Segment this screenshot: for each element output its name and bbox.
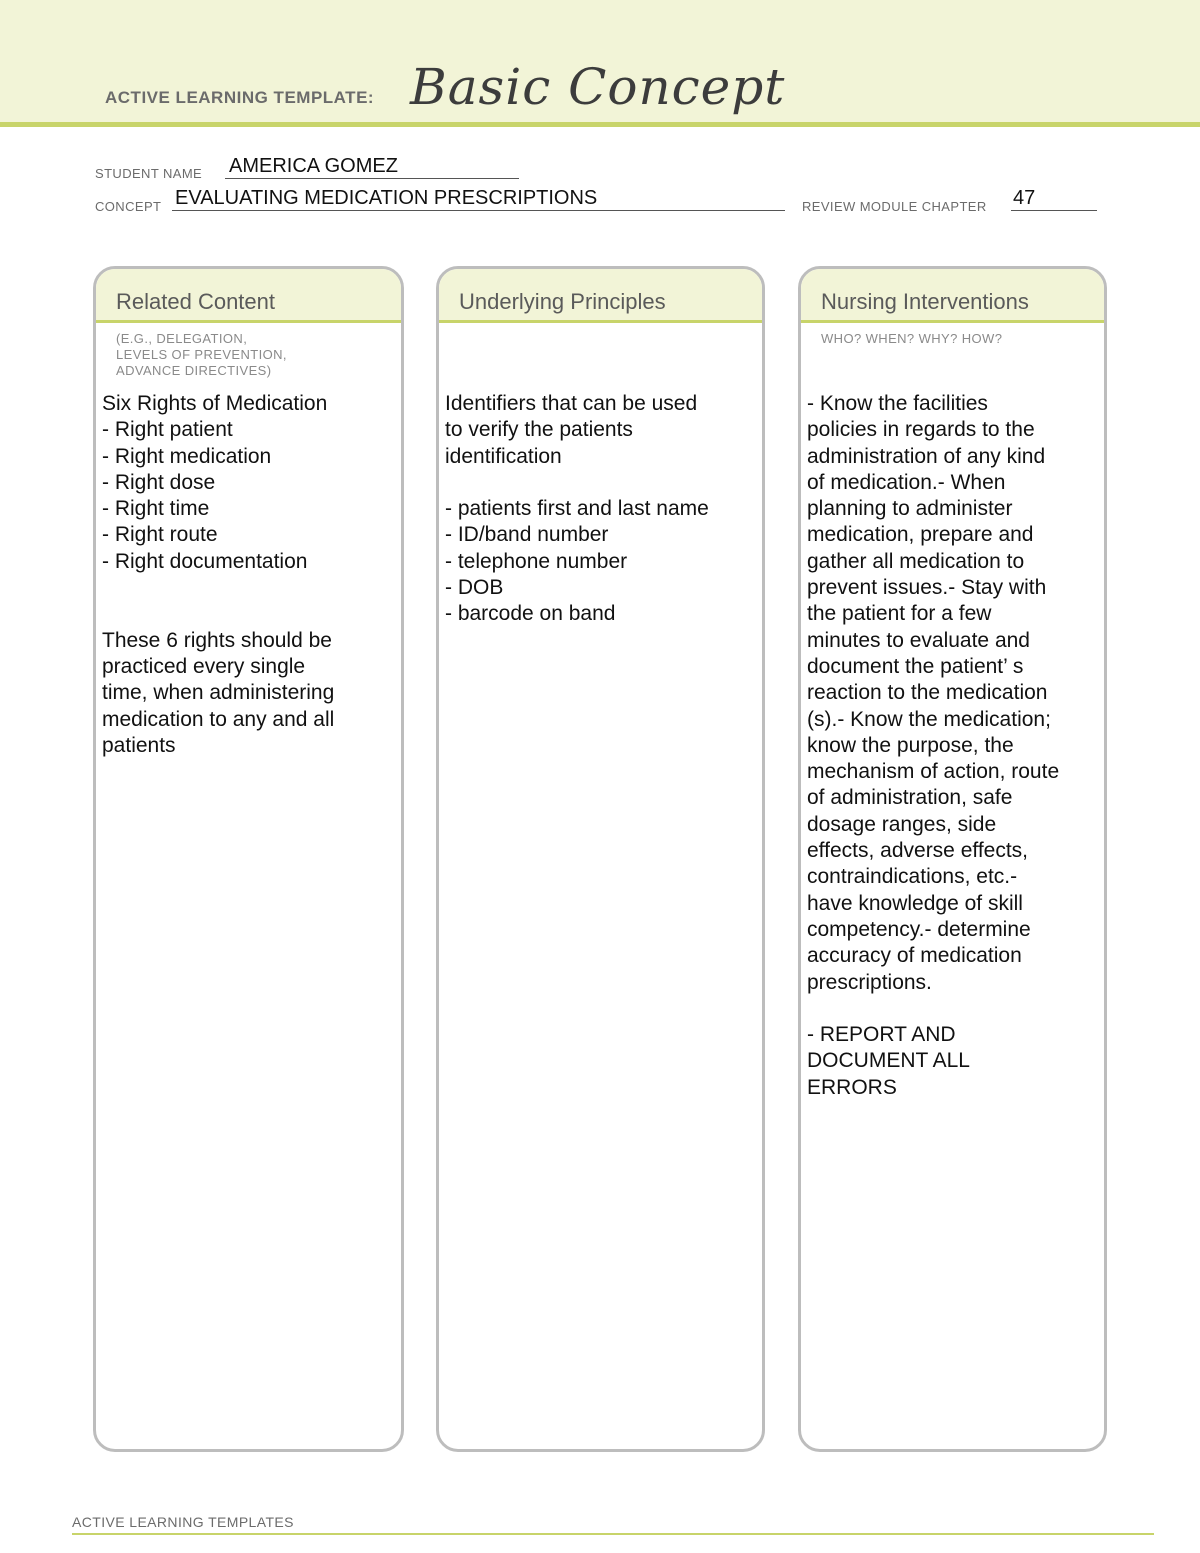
template-label: ACTIVE LEARNING TEMPLATE: [105,88,375,107]
concept-label: CONCEPT [95,199,162,214]
footer-rule [72,1533,1154,1535]
panel-subtitle [439,323,762,385]
underlying-principles-panel [436,266,765,1452]
panel-subtitle: WHO? WHEN? WHY? HOW? [821,331,1003,346]
footer-label: ACTIVE LEARNING TEMPLATES [72,1514,294,1530]
nursing-interventions-panel [798,266,1107,1452]
related-content-text[interactable]: Six Rights of Medication - Right patient - Right medication - Right dose - Right time - Right route - Right documentation These 6 rights should be practiced every single time, when administering medication to any and all patients [102,392,335,757]
nursing-interventions-text[interactable]: - Know the facilities policies in regards to the administration of any kind of medication.- When planning to administer medication, prepare and gather all medication to prevent issues.- Stay with the patient for a few minutes to evaluate and document the patient’ s reaction to the medication (s).- Know the medication; know the purpose, the mechanism of action, route of administration, safe dosage ranges, side effects, adverse effects, contraindications, etc.- have knowledge of skill competency.- determine accuracy of medication prescriptions. - REPORT AND DOCUMENT ALL ERRORS [807,392,1060,1099]
template-title: Basic Concept [410,58,786,116]
panel-title: Related Content [96,269,401,323]
underlying-principles-text[interactable]: Identifiers that can be used to verify the patients identification - patients first and last name - ID/band number - telephone number - DOB - barcode on band [445,392,709,626]
panel-title: Underlying Principles [439,269,762,323]
review-chapter-label: REVIEW MODULE CHAPTER [802,199,987,214]
panel-title: Nursing Interventions [801,269,1104,323]
panel-subtitle: (E.G., DELEGATION, LEVELS OF PREVENTION, ADVANCE DIRECTIVES) [116,331,287,378]
student-name-field[interactable]: AMERICA GOMEZ [225,156,519,179]
header-rule [0,122,1200,127]
related-content-panel [93,266,404,1452]
concept-field[interactable]: EVALUATING MEDICATION PRESCRIPTIONS [172,188,785,211]
student-name-label: STUDENT NAME [95,166,203,181]
review-chapter-field[interactable]: 47 [1011,188,1097,211]
